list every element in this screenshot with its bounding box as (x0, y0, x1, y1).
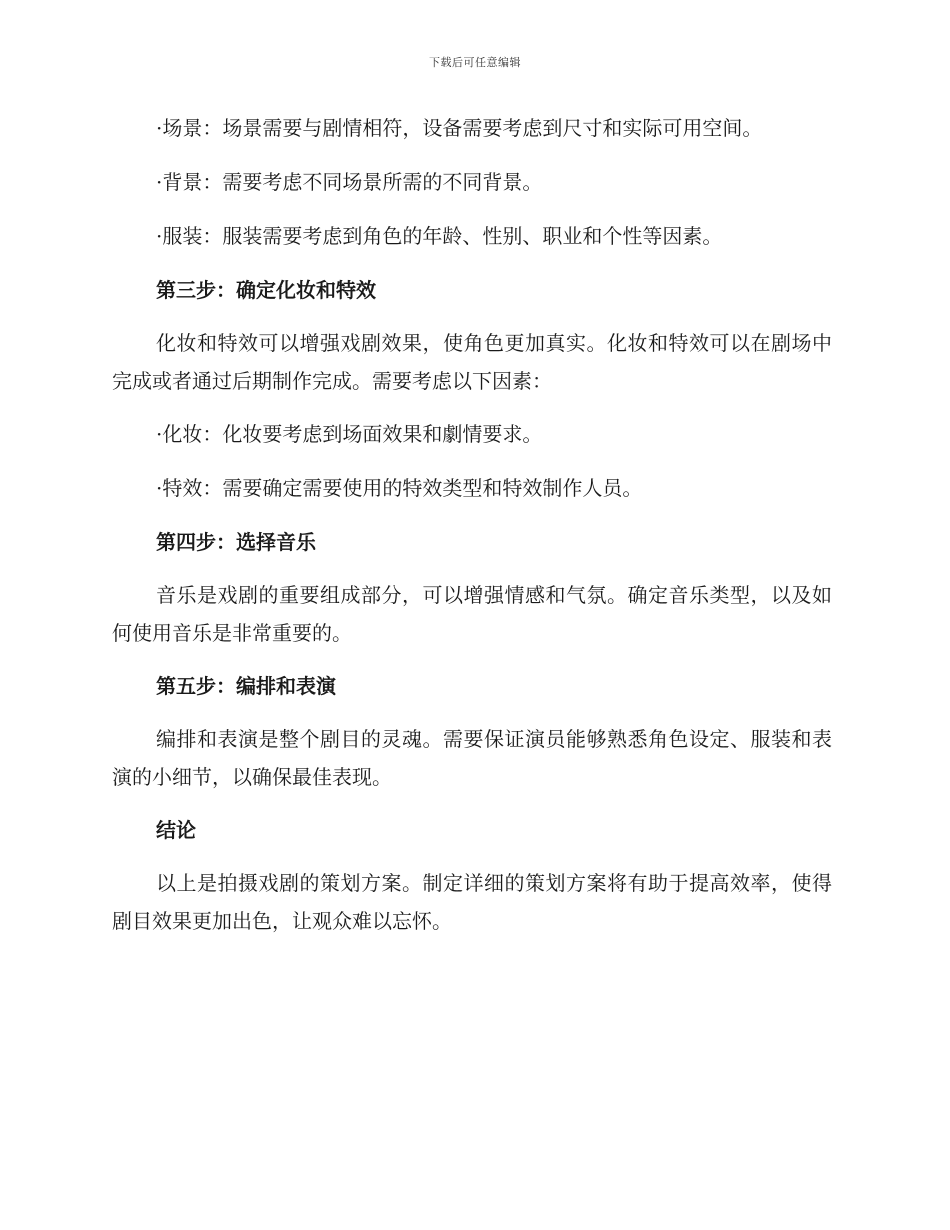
paragraph-conclusion: 以上是拍摄戏剧的策划方案。制定详细的策划方案将有助于提高效率，使得剧目效果更加出色，让观众难以忘怀。 (112, 871, 832, 933)
bullet-item-costume: ·服装：服装需要考虑到角色的年龄、性别、职业和个性等因素。 (156, 224, 723, 248)
bullet-item-scene: ·场景：场景需要与剧情相符，设备需要考虑到尺寸和实际可用空间。 (156, 116, 763, 140)
section-heading-step4: 第四步：选择音乐 (156, 530, 316, 554)
bullet-item-makeup: ·化妆：化妆要考虑到场面效果和劇情要求。 (156, 422, 543, 446)
paragraph-step4: 音乐是戏剧的重要组成部分，可以增强情感和气氛。确定音乐类型，以及如何使用音乐是非常重要的。 (112, 583, 832, 645)
paragraph-step5: 编排和表演是整个剧目的灵魂。需要保证演员能够熟悉角色设定、服装和表演的小细节，以确保最佳表现。 (112, 727, 832, 789)
section-heading-conclusion: 结论 (156, 818, 196, 842)
section-heading-step3: 第三步：确定化妆和特效 (156, 278, 376, 302)
bullet-item-effects: ·特效：需要确定需要使用的特效类型和特效制作人员。 (156, 476, 643, 500)
document-body (112, 108, 832, 954)
page-header: 下载后可任意编辑 (429, 56, 521, 69)
bullet-item-background: ·背景：需要考虑不同场景所需的不同背景。 (156, 170, 543, 194)
section-heading-step5: 第五步：编排和表演 (156, 674, 336, 698)
paragraph-step3: 化妆和特效可以增强戏剧效果，使角色更加真实。化妆和特效可以在剧场中完成或者通过后期制作完成。需要考虑以下因素： (112, 331, 832, 393)
